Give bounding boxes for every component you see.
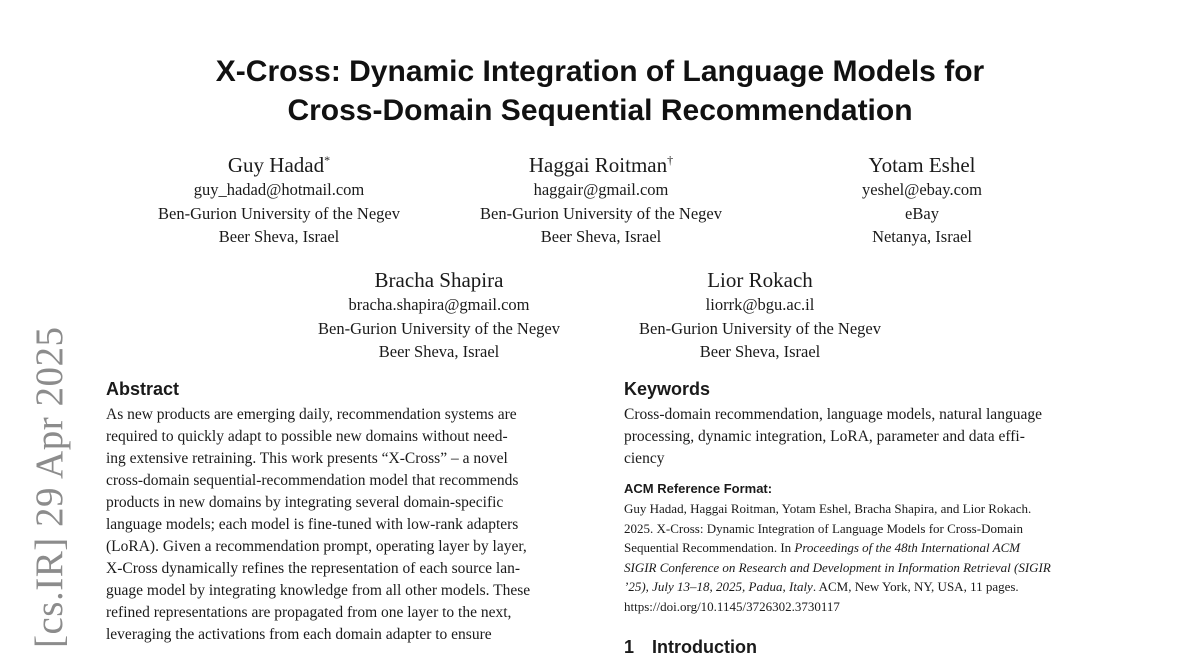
abstract-line: language models; each model is fine-tuned with low-rank adapters [106,516,519,533]
keywords-body [624,404,1042,470]
author-name: Haggai Roitman [528,153,668,177]
abstract-line: products in new domains by integrating several domain-specific [106,494,504,511]
author-location: Beer Sheva, Israel [378,342,500,361]
abstract-line: leveraging the activations from each domain adapter to ensure [106,626,492,643]
abstract-line: refined representations are propagated from one layer to the next, [106,604,512,621]
author-name: Yotam Eshel [868,153,976,177]
keywords-line: processing, dynamic integration, LoRA, parameter and data effi- [624,428,1025,445]
author-name: Bracha Shapira [374,268,504,292]
acm-reference-doi-link[interactable]: https://doi.org/10.1145/3726302.3730117 [624,598,840,614]
acm-reference-line: Guy Hadad, Haggai Roitman, Yotam Eshel, Bracha Shapira, and Lior Rokach. [624,501,1032,516]
author-block [480,152,722,249]
acm-reference-text: Sequential Recommendation. In [624,540,795,555]
title-line: Cross-Domain Sequential Recommendation [287,94,913,127]
abstract-line: X-Cross dynamically refines the representation of each source lan- [106,560,521,577]
acm-reference-venue: SIGIR Conference on Research and Development in Information Retrieval (SIGIR [624,559,1051,575]
abstract-heading: Abstract [106,379,180,399]
author-mark: † [667,153,674,167]
section-number: 1 [624,637,635,657]
arxiv-stamp: [cs.IR] 29 Apr 2025 [28,326,71,648]
author-name: Lior Rokach [707,268,813,292]
author-block [318,267,560,364]
author-email[interactable]: yeshel@ebay.com [862,180,982,199]
author-email[interactable]: guy_hadad@hotmail.com [193,180,365,199]
author-mark: * [324,153,331,167]
abstract-line: guage model by integrating knowledge from all other models. These [106,582,531,599]
author-block [862,152,982,249]
acm-reference-line [624,577,1051,597]
author-name: Guy Hadad [227,153,325,177]
acm-reference-text: . ACM, New York, NY, USA, 11 pages. [812,579,1019,594]
author-email[interactable]: haggair@gmail.com [533,180,669,199]
acm-reference-body [624,499,1051,616]
author-block [158,152,400,249]
keywords-line: ciency [624,450,665,467]
acm-reference-line [624,538,1051,558]
author-email[interactable]: bracha.shapira@gmail.com [348,295,530,314]
author-affiliation: Ben-Gurion University of the Negev [639,318,881,338]
author-location: Netanya, Israel [872,227,972,246]
author-affiliation: Ben-Gurion University of the Negev [480,203,722,223]
author-affiliation: Ben-Gurion University of the Negev [158,203,400,223]
section-title: Introduction [652,637,757,657]
author-email[interactable]: liorrk@bgu.ac.il [705,295,815,314]
acm-reference-line: 2025. X-Cross: Dynamic Integration of Language Models for Cross-Domain [624,520,1023,536]
abstract-body [106,404,530,646]
author-block [639,267,881,364]
title-line: X-Cross: Dynamic Integration of Language Models for [215,55,985,88]
author-location: Beer Sheva, Israel [218,227,340,246]
acm-reference-line [624,558,1051,578]
acm-reference-venue: Proceedings of the 48th International ACM [794,540,1021,555]
keywords-line: Cross-domain recommendation, language models, natural language [624,406,1042,423]
abstract-line: required to quickly adapt to possible new domains without need- [106,428,508,445]
keywords-heading: Keywords [624,379,711,399]
author-affiliation: Ben-Gurion University of the Negev [318,318,560,338]
abstract-line: cross-domain sequential-recommendation model that recommends [106,472,519,489]
abstract-line: As new products are emerging daily, recommendation systems are [106,406,517,423]
author-location: Beer Sheva, Israel [540,227,662,246]
acm-reference-heading: ACM Reference Format: [624,481,773,496]
abstract-line: ing extensive retraining. This work presents “X-Cross” – a novel [106,450,508,467]
author-affiliation: eBay [905,203,939,223]
introduction-heading [624,636,757,658]
author-location: Beer Sheva, Israel [699,342,821,361]
abstract-line: (LoRA). Given a recommendation prompt, operating layer by layer, [106,538,527,555]
acm-reference-venue: ’25), July 13–18, 2025, Padua, Italy [624,579,813,594]
paper-title [0,52,1200,130]
